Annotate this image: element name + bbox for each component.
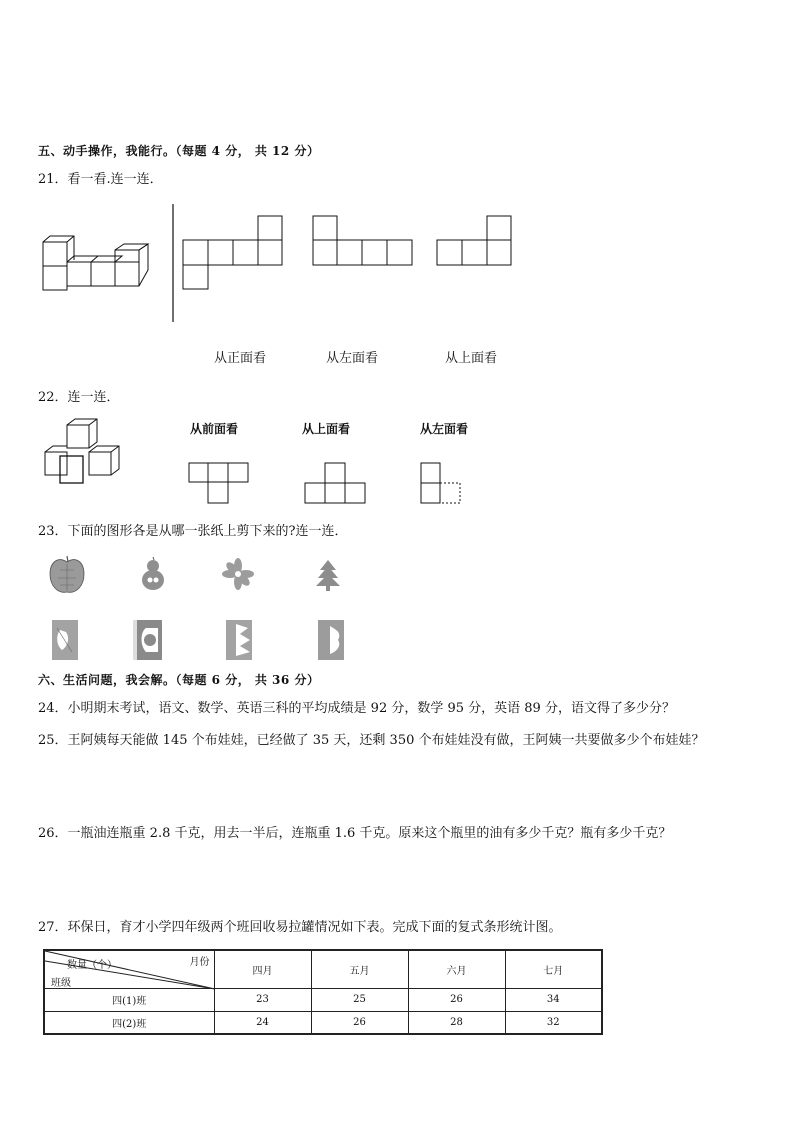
cut-paper-3 [226,620,252,660]
table-header-row [44,950,602,988]
table-row [44,988,602,1011]
class-name-cell: 四(2)班 [44,1011,214,1034]
cut-paper-4 [318,620,344,660]
question-24-text: 24．小明期末考试，语文、数学、英语三科的平均成绩是 92 分，数学 95 分，英语 89 分，语文得了多少分？ [38,701,675,716]
cut-paper-1 [52,620,78,660]
table-corner-cell [44,950,214,988]
month-header: 五月 [311,950,408,988]
question-26-text: 26．一瓶油连瓶重 2.8 千克，用去一半后，连瓶重 1.6 千克。原来这个瓶里的油有多少千克？瓶有多少千克？ [38,826,672,841]
value-cell: 32 [505,1011,602,1034]
class-name-cell: 四(1)班 [44,988,214,1011]
question-21-text: 21．看一看.连一连． [38,172,163,187]
q21-view-label-front: 从正面看 [214,351,267,366]
question-25-text: 25．王阿姨每天能做 145 个布娃娃，已经做了 35 天，还剩 350 个布娃娃没有做，王阿姨一共要做多少个布娃娃？ [38,733,705,748]
month-header: 四月 [214,950,311,988]
tree-shape [316,560,340,591]
value-cell: 34 [505,988,602,1011]
corner-quantity-label: 数量（个） [67,960,117,971]
value-cell: 26 [311,1011,408,1034]
section-6-title: 六、生活问题，我会解。（每题 6 分， 共 36 分） [38,673,320,687]
flower-shape [222,558,254,590]
gourd-shape [142,557,164,590]
corner-month-label: 月份 [189,957,210,968]
section-5-title: 五、动手操作，我能行。（每题 4 分， 共 12 分） [38,144,320,158]
q21-view-label-left: 从左面看 [326,351,379,366]
month-header: 六月 [408,950,505,988]
q21-view-label-top: 从上面看 [445,351,498,366]
cut-paper-2 [133,620,162,660]
value-cell: 28 [408,1011,505,1034]
value-cell: 25 [311,988,408,1011]
table-row [44,1011,602,1034]
value-cell: 24 [214,1011,311,1034]
question-23-text: 23．下面的图形各是从哪一张纸上剪下来的?连一连． [38,524,348,539]
value-cell: 23 [214,988,311,1011]
apple-shape [50,556,84,592]
question-27-text: 27．环保日，育才小学四年级两个班回收易拉罐情况如下表。完成下面的复式条形统计图。 [38,920,562,935]
corner-class-label: 班级 [51,978,71,989]
question-22-text: 22．连一连． [38,390,120,405]
value-cell: 26 [408,988,505,1011]
recycling-stats-table [43,949,603,1035]
q22-view-label-front: 从前面看 [190,422,239,436]
q22-view-label-left: 从左面看 [420,422,469,436]
q22-view-label-top: 从上面看 [302,422,351,436]
month-header: 七月 [505,950,602,988]
